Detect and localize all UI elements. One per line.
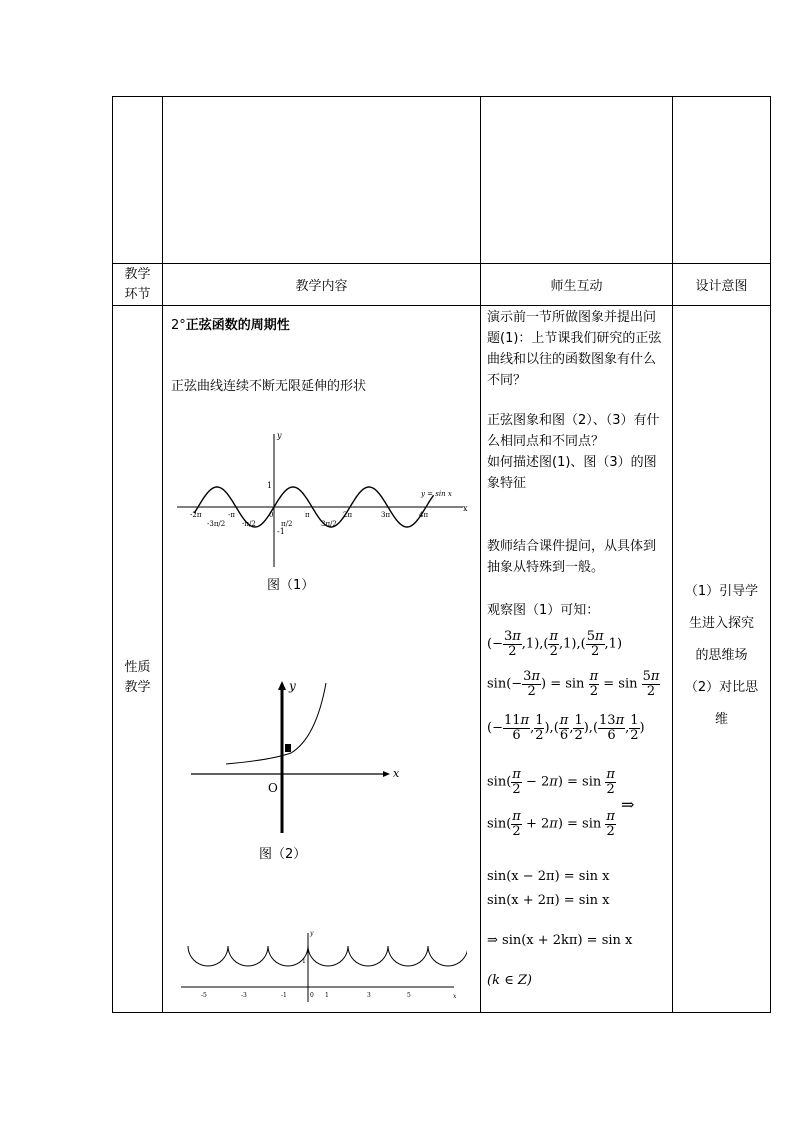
header-intent: 设计意图 bbox=[673, 264, 771, 306]
intent-cell bbox=[673, 306, 771, 1013]
compare-paragraph: 正弦图象和图（2）、（3）有什么相同点和不同点？ bbox=[487, 413, 660, 450]
tick-label: -5 bbox=[201, 992, 207, 1000]
observe-paragraph: 观察图（1）可知： bbox=[487, 603, 600, 619]
lesson-plan-table bbox=[112, 96, 771, 1013]
blank-cell bbox=[673, 97, 771, 264]
stage-cell bbox=[113, 306, 163, 1013]
integer-condition: (k ∈ Z) bbox=[487, 973, 532, 989]
point-marker bbox=[285, 744, 291, 752]
y-arrow-icon bbox=[278, 681, 286, 690]
describe-paragraph: 如何描述图(1)、图（3）的图象特征 bbox=[487, 455, 657, 492]
intent-line: （1）引导学 bbox=[684, 584, 759, 600]
tick-labels bbox=[201, 992, 411, 999]
general-minus-equation: sin(x − 2π) = sin x bbox=[487, 869, 610, 885]
periodic-arcs-figure bbox=[177, 926, 467, 1006]
y-axis-label: y bbox=[310, 930, 314, 938]
tick-label: -1 bbox=[281, 992, 287, 1000]
x-axis-label: x bbox=[393, 767, 400, 781]
half-points-equation: (− $\frac{11\pi}{6}$ , $\frac{1}{2}$ ),( $\frac{\pi}{6}$ , $\frac{1}{2}$ ),( $\frac{13\pi}{6}$ , $\frac{1}{2}$ ) bbox=[487, 713, 645, 743]
teacher-paragraph: 教师结合课件提问，从具体到抽象从特殊到一般。 bbox=[487, 539, 657, 576]
intent-line: 的思维场 bbox=[695, 648, 748, 664]
tick-label: -π bbox=[228, 511, 235, 520]
tick-label: -3π/2 bbox=[207, 520, 226, 529]
one-label: 1 bbox=[302, 958, 306, 966]
tick-label: π/2 bbox=[281, 520, 293, 529]
tick-label: 3π/2 bbox=[321, 520, 337, 529]
blank-cell bbox=[481, 97, 673, 264]
question-paragraph: 演示前一节所做图象并提出问题(1)：上节课我们研究的正弦曲线和以往的函数图象有什么不同？ bbox=[487, 310, 662, 389]
section-heading bbox=[171, 314, 290, 333]
exponential-graph-figure bbox=[191, 678, 401, 838]
intent-text bbox=[673, 576, 770, 736]
figure1-caption: 图（1） bbox=[267, 578, 315, 594]
tick-label: -π/2 bbox=[242, 520, 256, 529]
x-arrow-icon bbox=[383, 771, 390, 777]
implies-symbol: ⇒ bbox=[621, 795, 635, 815]
intro-text: 正弦曲线连续不断无限延伸的形状 bbox=[171, 379, 367, 395]
header-row bbox=[113, 264, 771, 306]
y-axis-label: y bbox=[277, 431, 282, 441]
blank-top-row bbox=[113, 97, 771, 264]
header-stage: 教学 环节 bbox=[113, 264, 163, 306]
tick-label: -2π bbox=[190, 511, 202, 520]
stage-label: 性质 教学 bbox=[124, 660, 151, 696]
tick-label: 0 bbox=[310, 992, 314, 1000]
interaction-cell bbox=[481, 306, 673, 1013]
intent-line: （2）对比思 bbox=[684, 680, 759, 696]
sine-graph-figure bbox=[171, 422, 471, 572]
origin-label: O bbox=[268, 781, 278, 796]
points-equation: (− $\frac{3\pi}{2}$ ,1),( $\frac{\pi}{2}$ ,1),( $\frac{5\pi}{2}$ ,1) bbox=[487, 629, 623, 659]
minus-one-label: -1 bbox=[277, 527, 285, 537]
origin-label: 0 bbox=[269, 511, 274, 520]
header-interaction: 师生互动 bbox=[481, 264, 673, 306]
one-label: 1 bbox=[267, 481, 273, 491]
blank-cell bbox=[163, 97, 481, 264]
content-cell bbox=[163, 306, 481, 1013]
body-row bbox=[113, 306, 771, 1013]
intent-line: 生进入探究 bbox=[688, 616, 754, 632]
tick-label: 2π bbox=[343, 511, 353, 520]
shift-plus-equation: sin( $\frac{\pi}{2}$ + 2π) = sin $\frac{\pi}{2}$ bbox=[487, 809, 615, 839]
curve-label: y = sin x bbox=[421, 490, 452, 499]
heading-prefix: 2° bbox=[171, 318, 186, 334]
x-axis-label: x bbox=[453, 993, 457, 1001]
shift-minus-equation: sin( $\frac{\pi}{2}$ − 2π) = sin $\frac{\pi}{2}$ bbox=[487, 767, 615, 797]
exponential-curve bbox=[226, 683, 326, 764]
sine-values-equation: sin(− $\frac{3\pi}{2}$ ) = sin $\frac{\pi}{2}$ = sin $\frac{5\pi}{2}$ bbox=[487, 669, 660, 699]
heading-text: 正弦函数的周期性 bbox=[185, 318, 290, 334]
tick-label: 3 bbox=[367, 992, 371, 1000]
figure2-caption: 图（2） bbox=[259, 847, 307, 863]
header-content: 教学内容 bbox=[163, 264, 481, 306]
tick-label: 4π bbox=[419, 511, 429, 520]
period-equation: ⇒ sin(x + 2kπ) = sin x bbox=[487, 933, 633, 949]
x-axis-label: x bbox=[463, 504, 468, 514]
intent-line: 维 bbox=[714, 712, 728, 728]
tick-label: 1 bbox=[325, 992, 329, 1000]
general-plus-equation: sin(x + 2π) = sin x bbox=[487, 893, 610, 909]
blank-cell bbox=[113, 97, 163, 264]
tick-label: π bbox=[305, 511, 310, 520]
tick-label: 5 bbox=[407, 992, 411, 1000]
y-axis-label: y bbox=[289, 679, 296, 694]
periodic-arcs-curve bbox=[188, 946, 467, 966]
tick-label: 3π bbox=[381, 511, 391, 520]
tick-label: -3 bbox=[241, 992, 247, 1000]
